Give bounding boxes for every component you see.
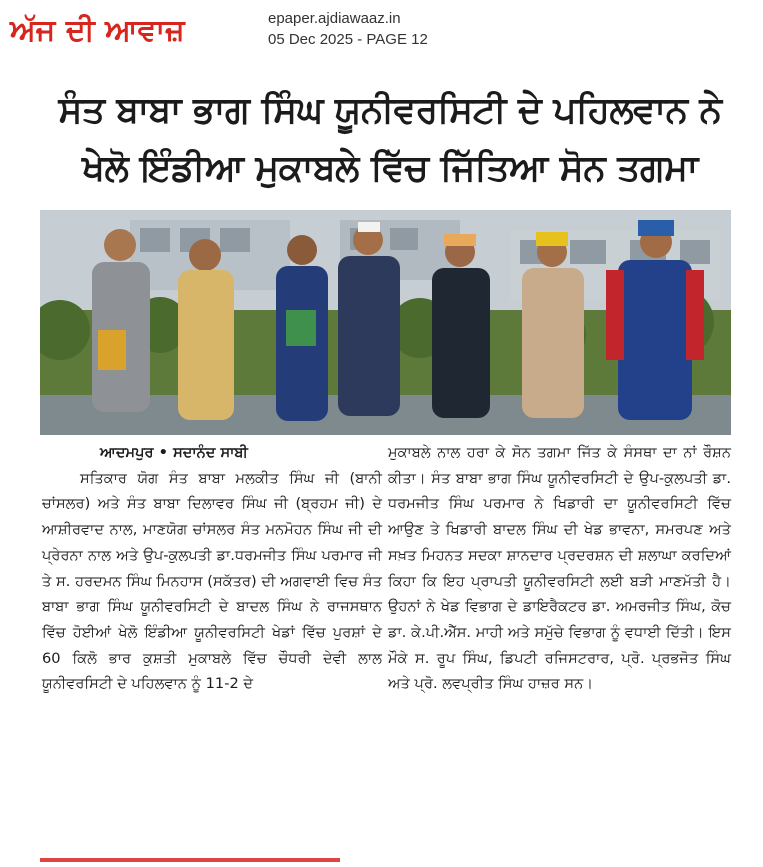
article-byline: ਆਦਮਪੁਰ • ਸਦਾਨੰਦ ਸਾਬੀ xyxy=(100,444,248,461)
article-paragraph: ਸਤਿਕਾਰ ਯੋਗ ਸੰਤ ਬਾਬਾ ਮਲਕੀਤ ਸਿੰਘ ਜੀ (ਬਾਨੀ ਚਾਂਸਲਰ) ਅਤੇ ਸੰਤ ਬਾਬਾ ਦਿਲਾਵਰ ਸਿੰਘ ਜੀ (ਬ੍ਰਹਮ ਜੀ) ਦੇ ਆਸ਼ੀਰਵਾਦ ਨਾਲ, ਮਾਣਯੋਗ ਚਾਂਸਲਰ ਸੰਤ ਮਨਮੋਹਨ ਸਿੰਘ ਜੀ ਦੀ ਪ੍ਰੇਰਨਾ ਨਾਲ ਅਤੇ ਉਪ-ਕੁਲਪਤੀ ਡਾ.ਧਰਮਜੀਤ ਸਿੰਘ ਪਰਮਾਰ ਜੀ ਤੇ ਸ. ਹਰਦਮਨ ਸਿੰਘ ਮਿਨਹਾਸ (ਸਕੱਤਰ) ਦੀ ਅਗਵਾਈ ਵਿਚ ਸੰਤ ਬਾਬਾ ਭਾਗ ਸਿੰਘ ਯੂਨੀਵਰਸਿਟੀ ਦੇ ਬਾਦਲ ਸਿੰਘ ਨੇ ਰਾਜਸਥਾਨ ਵਿੱਚ ਹੋਈਆਂ ਖੇਲੋ ਇੰਡੀਆ ਯੂਨੀਵਰਸਿਟੀ ਖੇਡਾਂ ਵਿੱਚ ਪੁਰਸ਼ਾਂ ਦੇ 60 ਕਿਲੋ ਭਾਰ ਕੁਸ਼ਤੀ ਮੁਕਾਬਲੇ ਵਿੱਚ ਚੌਧਰੀ ਦੇਵੀ ਲਾਲ ਯੂਨੀਵਰਸਿਟੀ ਦੇ ਪਹਿਲਵਾਨ ਨੂੰ 11-2 ਦੇ xyxy=(42,469,382,693)
bottom-rule xyxy=(40,858,340,862)
article-paragraph-continued: ਮੁਕਾਬਲੇ ਨਾਲ ਹਰਾ ਕੇ ਸੋਨ ਤਗਮਾ ਜਿੱਤ ਕੇ ਸੰਸਥਾ ਦਾ ਨਾਂ ਰੌਸ਼ਨ ਕੀਤਾ। ਸੰਤ ਬਾਬਾ ਭਾਗ ਸਿੰਘ ਯੂਨੀਵਰਸਿਟੀ ਦੇ ਉਪ-ਕੁਲਪਤੀ ਡਾ. ਧਰਮਜੀਤ ਸਿੰਘ ਪਰਮਾਰ ਨੇ ਖਿਡਾਰੀ ਦਾ ਯੂਨੀਵਰਸਿਟੀ ਵਿੱਚ ਆਉਣ ਤੇ ਖਿਡਾਰੀ ਬਾਦਲ ਸਿੰਘ ਦੀ ਖੇਡ ਭਾਵਨਾ, ਸਮਰਪਣ ਅਤੇ ਸਖ਼ਤ ਮਿਹਨਤ ਸਦਕਾ ਸ਼ਾਨਦਾਰ ਪ੍ਰਦਰਸ਼ਨ ਦੀ ਸ਼ਲਾਘਾ ਕਰਦਿਆਂ ਕਿਹਾ ਕਿ ਇਹ ਪ੍ਰਾਪਤੀ ਯੂਨੀਵਰਸਿਟੀ ਲਈ ਬੜੀ ਮਾਣਮੱਤੀ ਹੈ। ਉਹਨਾਂ ਨੇ ਖੇਡ ਵਿਭਾਗ ਦੇ ਡਾਇਰੈਕਟਰ ਡਾ. ਅਮਰਜੀਤ ਸਿੰਘ, ਕੋਚ ਡਾ. ਕੇ.ਪੀ.ਐੱਸ. ਮਾਹੀ ਅਤੇ ਸਮੁੱਚੇ ਵਿਭਾਗ ਨੂੰ ਵਧਾਈ ਦਿੱਤੀ। ਇਸ ਮੌਕੇ ਸ. ਰੂਪ ਸਿੰਘ, ਡਿਪਟੀ ਰਜਿਸਟਰਾਰ, ਪ੍ਰੋ. ਪ੍ਰਭਜੋਤ ਸਿੰਘ ਅਤੇ ਪ੍ਰੋ. ਲਵਪ੍ਰੀਤ ਸਿੰਘ ਹਾਜ਼ਰ ਸਨ। xyxy=(388,444,731,693)
brand-name: ਅੱਜ ਦੀ ਆਵਾਜ਼ xyxy=(10,12,185,48)
masthead xyxy=(0,0,763,62)
article-column-1 xyxy=(42,440,382,697)
brand-logo[interactable] xyxy=(10,10,185,50)
edition-meta xyxy=(268,8,428,50)
epaper-url[interactable]: epaper.ajdiawaaz.in xyxy=(268,10,401,27)
group-photo-illustration xyxy=(40,210,731,435)
article-column-2 xyxy=(388,440,731,697)
edition-date: 05 Dec 2025 - PAGE 12 xyxy=(268,31,428,48)
article-photo xyxy=(40,210,731,435)
article-headline: ਸੰਤ ਬਾਬਾ ਭਾਗ ਸਿੰਘ ਯੂਨੀਵਰਸਿਟੀ ਦੇ ਪਹਿਲਵਾਨ ਨੇ ਖੇਲੋ ਇੰਡੀਆ ਮੁਕਾਬਲੇ ਵਿੱਚ ਜਿੱਤਿਆ ਸੋਨ ਤਗਮਾ xyxy=(58,90,722,189)
